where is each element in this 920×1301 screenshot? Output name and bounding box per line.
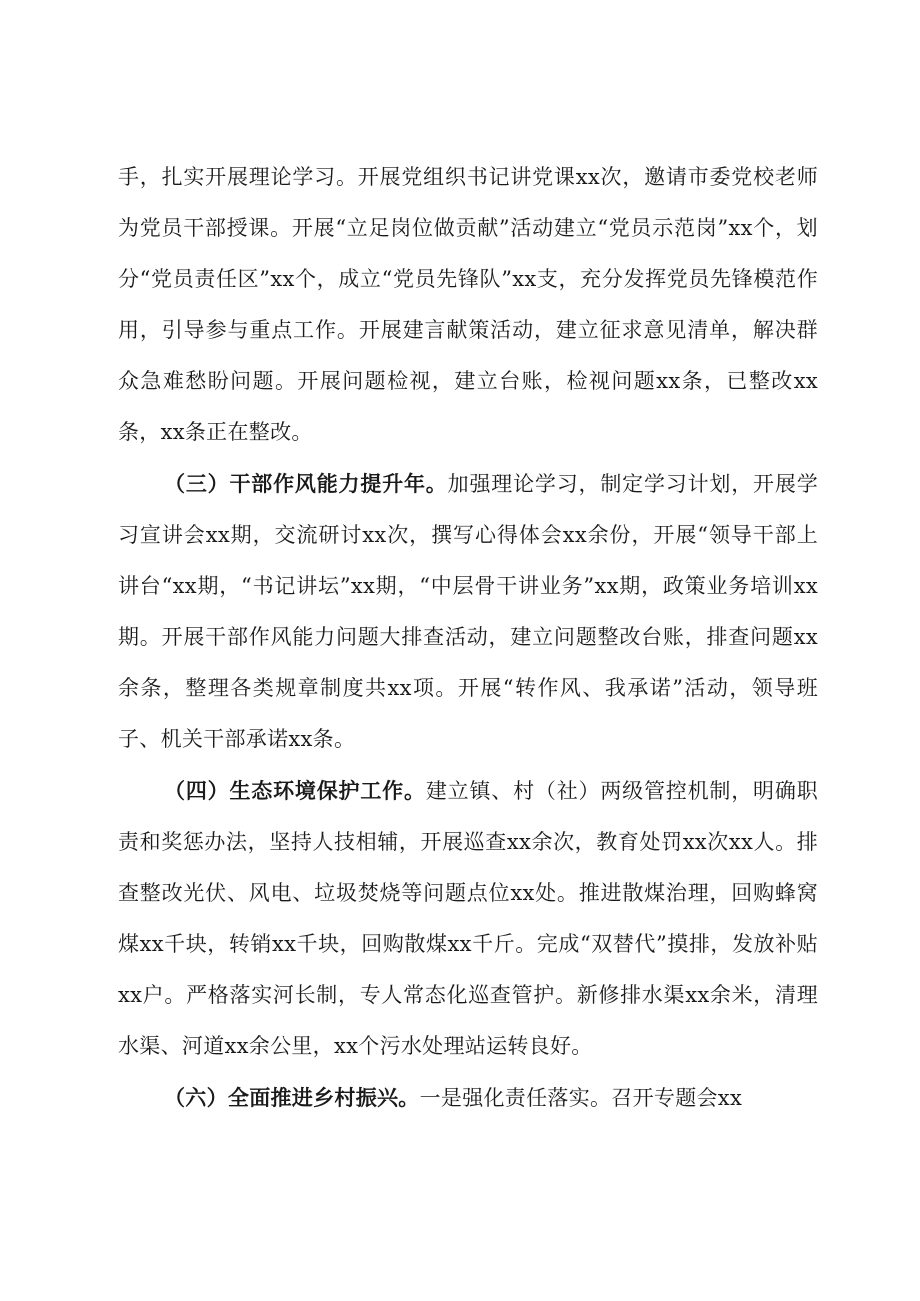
paragraph-2-body: 加强理论学习，制定学习计划，开展学习宣讲会xx期，交流研讨xx次，撰写心得体会xx余份，开展“领导干部上讲台“xx期，“书记讲坛”xx期，“中层骨干讲业务”xx期，政策业务培训xx期。开展干部作风能力问题大排查活动，建立问题整改台账，排查问题xx余条，整理各类规章制度共xx项。开展“转作风、我承诺”活动，领导班子、机关干部承诺xx条。 [118, 472, 818, 751]
paragraph-1-body: 手，扎实开展理论学习。开展党组织书记讲党课xx次，邀请市委党校老师为党员干部授课。开展“立足岗位做贡献”活动建立“党员示范岗”xx个，划分“党员责任区”xx个，成立“党员先锋队”xx支，充分发挥党员先锋模范作用，引导参与重点工作。开展建言献策活动，建立征求意见清单，解决群众急难愁盼问题。开展问题检视，建立台账，检视问题xx条，已整改xx条，xx条正在整改。 [118, 165, 818, 444]
paragraph-4-body: 一是强化责任落实。召开专题会xx [419, 1086, 743, 1110]
paragraph-3-body: 建立镇、村（社）两级管控机制，明确职责和奖惩办法，坚持人技相辅，开展巡查xx余次，教育处罚xx次xx人。排查整改光伏、风电、垃圾焚烧等问题点位xx处。推进散煤治理，回购蜂窝煤xx千块，转销xx千块，回购散煤xx千斤。完成“双替代”摸排，发放补贴xx户。严格落实河长制，专人常态化巡查管护。新修排水渠xx余米，清理水渠、河道xx余公里，xx个污水处理站运转良好。 [118, 779, 818, 1058]
paragraph-4-heading: （六）全面推进乡村振兴。 [164, 1085, 420, 1110]
paragraph-3 [118, 765, 818, 1072]
paragraph-4 [118, 1072, 818, 1124]
paragraph-2-heading: （三）干部作风能力提升年。 [164, 471, 448, 496]
paragraph-3-heading: （四）生态环境保护工作。 [164, 778, 426, 803]
paragraph-1 [118, 152, 818, 458]
paragraph-2 [118, 458, 818, 765]
document-body [118, 152, 818, 1124]
